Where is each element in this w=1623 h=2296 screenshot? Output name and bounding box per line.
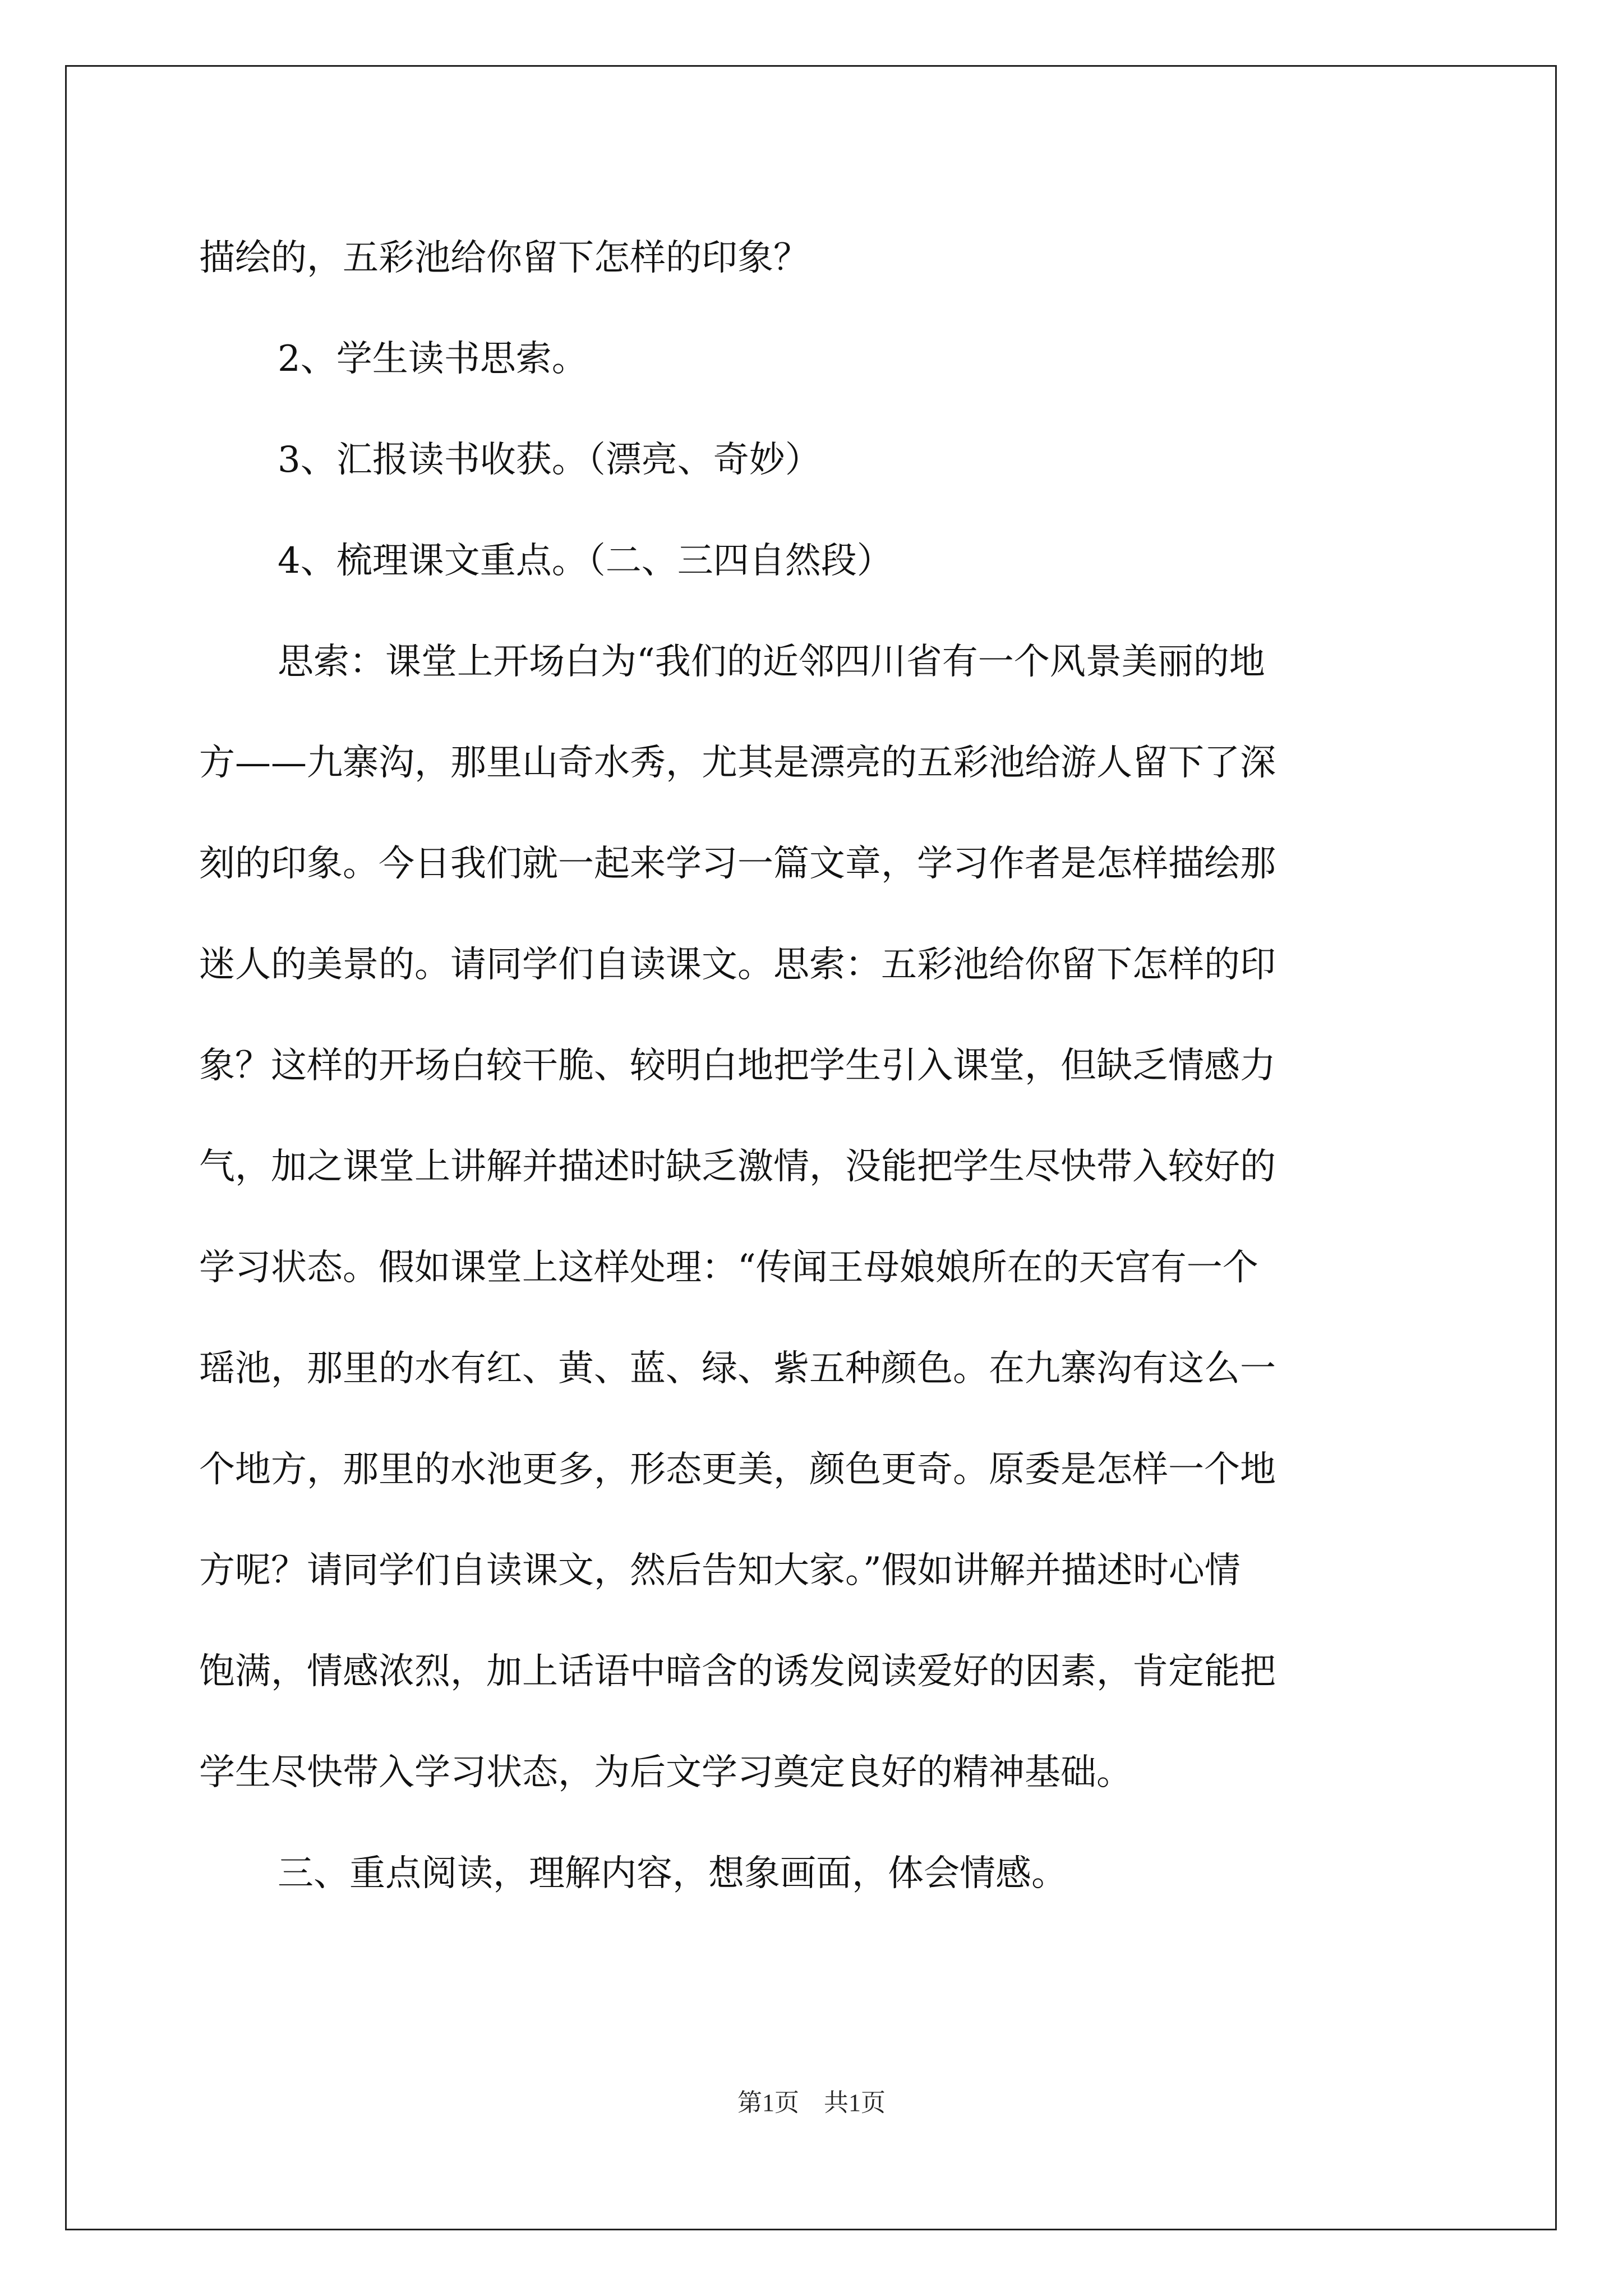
text-line: 2、学生读书思索。 <box>278 338 588 380</box>
text-line: 思索：课堂上开场白为“我们的近邻四川省有一个风景美丽的地 <box>278 641 1265 683</box>
page-footer: 第1页 共1页 <box>737 2089 886 2116</box>
text-line: 描绘的，五彩池给你留下怎样的印象？ <box>199 237 809 279</box>
text-line: 3、汇报读书收获。（漂亮、奇妙） <box>278 439 821 481</box>
text-line: 饱满，情感浓烈，加上话语中暗含的诱发阅读爱好的因素，肯定能把 <box>199 1651 1276 1692</box>
text-line: 4、梳理课文重点。（二、三四自然段） <box>278 540 893 582</box>
document-body <box>199 208 1433 1924</box>
text-line: 象？这样的开场白较干脆、较明白地把学生引入课堂，但缺乏情感力 <box>199 1045 1276 1087</box>
text-line: 瑶池，那里的水有红、黄、蓝、绿、紫五种颜色。在九寨沟有这么一 <box>199 1348 1276 1389</box>
text-line: 方——九寨沟，那里山奇水秀，尤其是漂亮的五彩池给游人留下了深 <box>199 742 1276 784</box>
text-line: 迷人的美景的。请同学们自读课文。思索：五彩池给你留下怎样的印 <box>199 944 1276 986</box>
text-line: 气，加之课堂上讲解并描述时缺乏激情，没能把学生尽快带入较好的 <box>199 1146 1276 1188</box>
text-line: 学生尽快带入学习状态，为后文学习奠定良好的精神基础。 <box>199 1752 1132 1793</box>
text-line: 个地方，那里的水池更多，形态更美，颜色更奇。原委是怎样一个地 <box>199 1449 1276 1490</box>
text-line: 刻的印象。今日我们就一起来学习一篇文章，学习作者是怎样描绘那 <box>199 843 1276 885</box>
text-line: 三、重点阅读，理解内容，想象画面，体会情感。 <box>278 1853 1067 1894</box>
text-line: 方呢？请同学们自读课文，然后告知大家。”假如讲解并描述时心情 <box>199 1550 1241 1591</box>
text-line: 学习状态。假如课堂上这样处理：“传闻王母娘娘所在的天宫有一个 <box>199 1247 1258 1289</box>
